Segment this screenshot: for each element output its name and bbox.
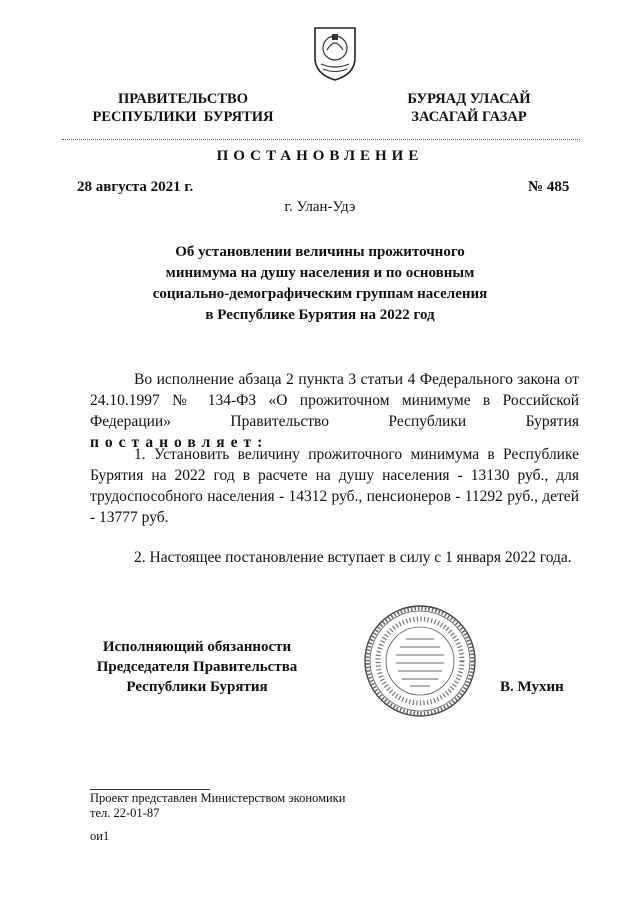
header-left-line2: РЕСПУБЛИКИ БУРЯТИЯ [92,109,274,125]
preamble-paragraph [90,369,579,453]
signatory-name: В. Мухин [500,679,564,695]
document-code: ои1 [90,829,110,843]
position-line2: Председателя Правительства [96,659,298,675]
subject-line: социально-демографическим группам населения [152,286,488,302]
government-name-buryat [384,90,554,126]
header-right-line2: ЗАСАГАЙ ГАЗАР [411,109,527,125]
subject-line: минимума на душу населения и по основным [165,265,475,281]
preamble-text: Во исполнение абзаца 2 пункта 3 статьи 4 Федерального закона от 24.10.1997 № 134-ФЗ «О прожиточном минимуме в Российской Федерации» Правительство Республики Бурятия [90,371,579,430]
footer-line1: Проект представлен Министерством экономики [90,791,346,805]
government-name-russian [88,90,278,126]
position-line1: Исполняющий обязанности [102,639,292,655]
header-right-line1: БУРЯАД УЛАСАЙ [407,91,531,107]
footer-line2: тел. 22-01-87 [90,806,160,820]
subject-line: Об установлении величины прожиточного [175,244,465,260]
signatory-position [82,637,312,697]
item-2-text: 2. Настоящее постановление вступает в силу с 1 января 2022 года. [134,549,572,566]
decree-verb: постановляет: [90,434,269,451]
document-city: г. Улан-Удэ [284,199,356,215]
footer-note [90,791,345,821]
position-line3: Республики Бурятия [126,679,268,695]
decree-item-1 [90,444,579,528]
footer-divider [90,789,210,790]
decree-item-2 [90,547,579,568]
header-left-line1: ПРАВИТЕЛЬСТВО [118,91,248,107]
header-divider [62,139,580,140]
document-date: 28 августа 2021 г. [77,179,194,195]
document-type-title: ПОСТАНОВЛЕНИЕ [216,148,424,164]
document-number: № 485 [528,179,570,195]
round-seal-stamp-icon [362,603,478,719]
coat-of-arms-icon [311,24,359,82]
subject-line: в Республике Бурятия на 2022 год [205,307,435,323]
document-subject [120,242,520,326]
item-1-text: 1. Установить величину прожиточного минимума в Республике Бурятия на 2022 год в расчете на душу населения - 13130 руб., для трудоспособного населения - 14312 руб., пенсионеров - 11292 руб., детей - 13777 руб. [90,446,579,526]
